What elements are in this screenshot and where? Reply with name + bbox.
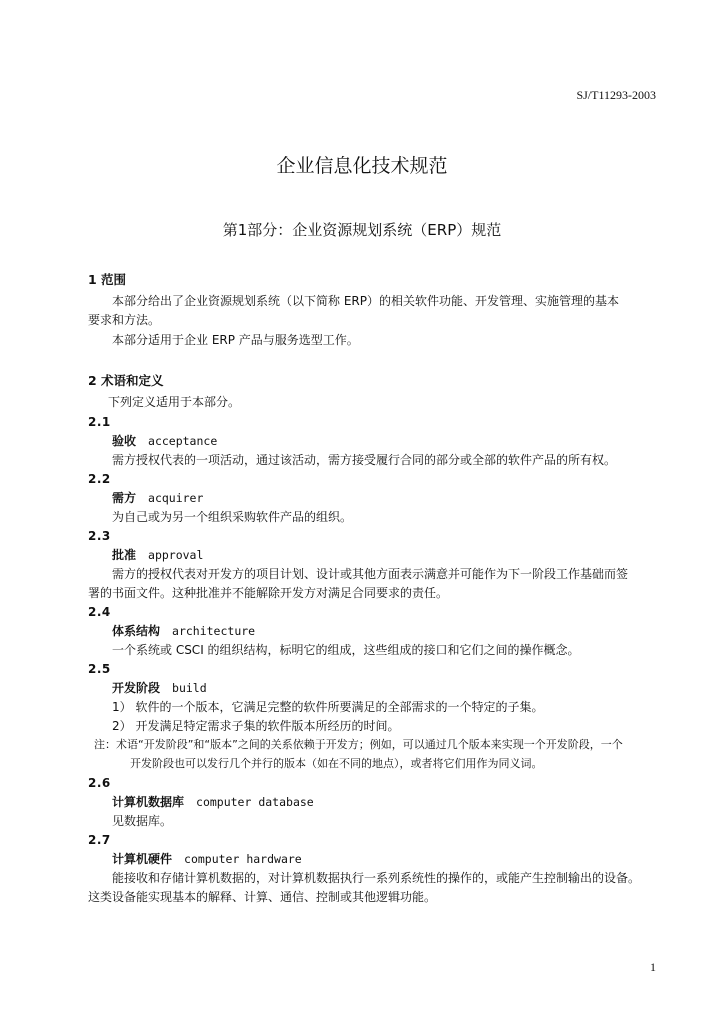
term-entry: [112, 680, 207, 696]
term-english: build: [172, 681, 207, 695]
term-definition-item-2: 2） 开发满足特定需求子集的软件版本所经历的时间。: [112, 719, 400, 733]
page-number: 1: [650, 960, 656, 974]
document-title: 企业信息化技术规范: [276, 155, 448, 177]
scope-paragraph-line1: 本部分给出了企业资源规划系统（以下简称 ERP）的相关软件功能、开发管理、实施管理的基本: [112, 294, 619, 308]
terms-intro: 下列定义适用于本部分。: [108, 395, 241, 409]
term-name: 批准: [112, 548, 137, 562]
term-english: approval: [148, 548, 204, 562]
clause-number: 2.2: [88, 472, 111, 486]
term-note-cont: 开发阶段也可以发行几个并行的版本（如在不同的地点），或者将它们用作为同义词。: [130, 757, 543, 770]
term-entry: [112, 851, 302, 867]
clause-number: 2.1: [88, 415, 111, 429]
clause-number: 2.7: [88, 833, 111, 847]
term-english: acquirer: [148, 491, 204, 505]
term-definition: 能接收和存储计算机数据的，对计算机数据执行一系列系统性的操作的，或能产生控制输出的设备。: [112, 871, 641, 885]
term-definition: 见数据库。: [112, 814, 173, 828]
term-english: architecture: [172, 624, 256, 638]
term-name: 验收: [112, 434, 137, 448]
term-english: computer database: [196, 795, 314, 809]
term-definition: 为自己或为另一个组织采购软件产品的组织。: [112, 510, 353, 524]
term-name: 开发阶段: [112, 681, 161, 695]
scope-paragraph-2: 本部分适用于企业 ERP 产品与服务选型工作。: [112, 333, 359, 347]
document-subtitle: 第1部分：企业资源规划系统（ERP）规范: [222, 221, 502, 239]
term-definition-cont: 这类设备能实现基本的解释、计算、通信、控制或其他逻辑功能。: [88, 890, 437, 904]
term-definition-item-1: 1） 软件的一个版本，它满足完整的软件所要满足的全部需求的一个特定的子集。: [112, 700, 544, 714]
term-definition: 需方授权代表的一项活动，通过该活动，需方接受履行合同的部分或全部的软件产品的所有权。: [112, 453, 617, 467]
section-heading-terms: 2 术语和定义: [88, 373, 164, 388]
term-entry: [112, 623, 255, 639]
section-heading-scope: 1 范围: [88, 272, 127, 287]
term-entry: [112, 794, 314, 810]
clause-number: 2.6: [88, 776, 111, 790]
term-entry: [112, 433, 217, 449]
term-name: 需方: [112, 491, 137, 505]
term-definition-cont: 署的书面文件。这种批准并不能解除开发方对满足合同要求的责任。: [88, 586, 449, 600]
clause-number: 2.5: [88, 662, 111, 676]
term-name: 计算机硬件: [112, 852, 173, 866]
term-english: computer hardware: [184, 852, 302, 866]
term-entry: [112, 490, 203, 506]
term-english: acceptance: [148, 434, 218, 448]
term-definition: 需方的授权代表对开发方的项目计划、设计或其他方面表示满意并可能作为下一阶段工作基础而签: [112, 567, 629, 581]
term-entry: [112, 547, 203, 563]
term-note: 注：术语“开发阶段”和“版本”之间的关系依赖于开发方；例如，可以通过几个版本来实现一个开发阶段，一个: [94, 738, 623, 751]
term-definition: 一个系统或 CSCI 的组织结构，标明它的组成，这些组成的接口和它们之间的操作概念。: [112, 643, 580, 657]
clause-number: 2.4: [88, 605, 111, 619]
term-name: 计算机数据库: [112, 795, 185, 809]
term-name: 体系结构: [112, 624, 161, 638]
scope-paragraph-line2: 要求和方法。: [88, 313, 161, 327]
standard-number: SJ/T11293-2003: [576, 88, 656, 102]
clause-number: 2.3: [88, 529, 111, 543]
